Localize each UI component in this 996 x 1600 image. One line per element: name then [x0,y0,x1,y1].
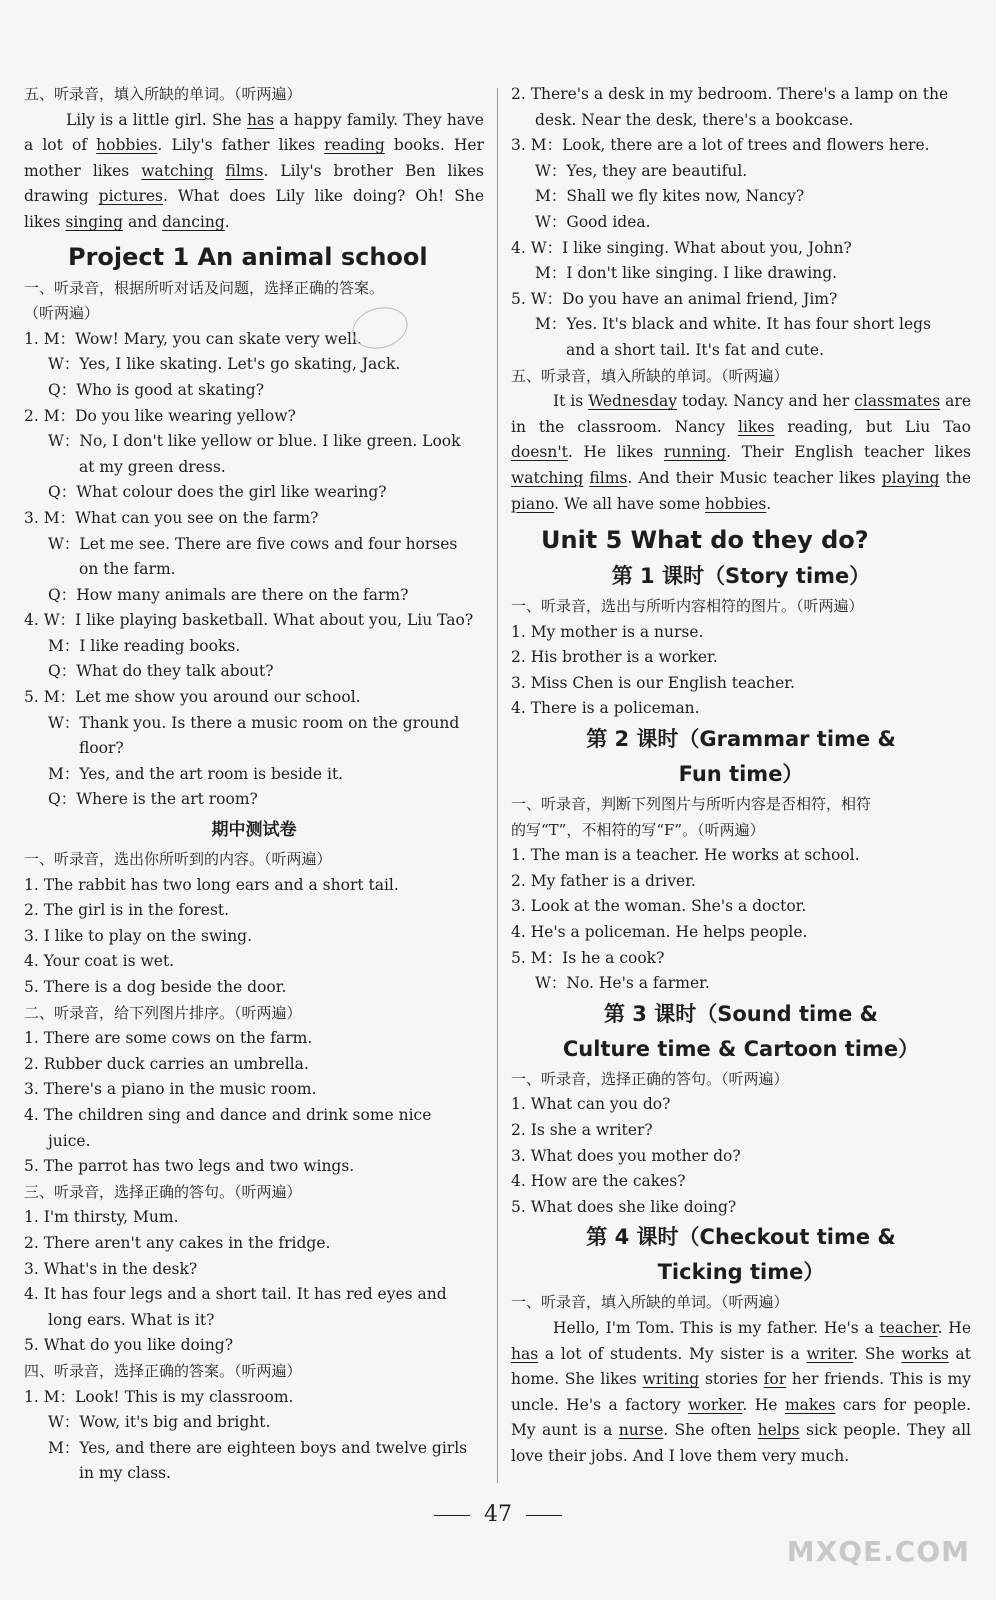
answer-blank: Wednesday [588,392,677,411]
fill-in-paragraph: It is Wednesday today. Nancy and her classmates are in the classroom. Nancy likes reading, but Liu Tao doesn't. He likes running. Their English teacher likes watching films. And their Music teacher likes playing the piano. We all have some hobbies. [511,392,972,513]
answer-blank: worker [688,1395,743,1414]
section-heading: 五、听录音，填入所缺的单词。（听两遍） [511,366,789,385]
section-heading: 一、听录音，选出与所听内容相符的图片。（听两遍） [511,597,864,616]
list-item: 1. The man is a teacher. He works at school. [511,846,860,865]
midterm-title: 期中测试卷 [211,820,297,841]
answer-blank: hobbies [96,136,158,155]
dialog-line: 5. W：Do you have an animal friend, Jim? [511,289,838,308]
dialog-line: 2. There's a desk in my bedroom. There's a lamp on the [511,85,949,103]
list-item: 3. I like to play on the swing. [24,926,253,945]
list-item: 5. There is a dog beside the door. [24,978,287,996]
answer-blank: watching [511,468,584,487]
list-item: 4. The children sing and dance and drink some nice [24,1105,432,1124]
list-item: 1. What can you do? [511,1095,671,1114]
dialog-line: W：Good idea. [535,212,651,231]
section-heading: 一、听录音，判断下列图片与所听内容是否相符，相符 [511,795,872,814]
list-item: 4. It has four legs and a short tail. It has red eyes and [24,1285,447,1304]
dialog-line: Q：How many animals are there on the farm? [48,585,409,604]
dialog-line: W：Let me see. There are five cows and four horses [48,534,458,553]
answer-blank: teacher [879,1318,938,1337]
list-item: 2. Is she a writer? [511,1121,653,1139]
right-column [511,82,971,1470]
left-column [24,82,484,1487]
dialog-line: M：I like reading books. [48,636,241,655]
list-item: 5. The parrot has two legs and two wings. [24,1157,355,1176]
footer-dash [526,1515,562,1516]
unit-title: Unit 5 What do they do? [541,526,869,555]
section-heading-cont: 的写“T”，不相符的写“F”。（听两遍） [511,820,765,839]
footer-dash [434,1515,470,1516]
answer-blank: writing [642,1370,700,1389]
list-item: 2. There aren't any cakes in the fridge. [24,1233,331,1252]
list-item: W：No. He's a farmer. [535,974,710,993]
dialog-line: 1. M：Wow! Mary, you can skate very well. [24,329,362,348]
list-item: 2. Rubber duck carries an umbrella. [24,1054,309,1073]
answer-blank: running [663,443,727,462]
list-item: 3. Look at the woman. She's a doctor. [511,897,807,916]
list-item: 1. There are some cows on the farm. [24,1029,313,1048]
list-item: 3. Miss Chen is our English teacher. [511,673,795,692]
answer-blank: makes [784,1395,836,1414]
lesson-title: 第 2 课时（Grammar time & [586,727,896,752]
fill-in-paragraph: Hello, I'm Tom. This is my father. He's a teacher. He has a lot of students. My sister is a writer. She works at home. She likes writing stories for her friends. This is my uncle. He's a factory worker. He makes cars for people. My aunt is a nurse. She often helps sick people. They all love their jobs. And I love them very much. [511,1318,971,1465]
dialog-line: M：I don't like singing. I like drawing. [535,264,838,283]
section-heading: 四、听录音，选择正确的答案。（听两遍） [24,1361,302,1380]
dialog-line: 2. M：Do you like wearing yellow? [24,406,296,425]
page-footer [0,1502,996,1527]
section-heading: 一、听录音，根据所听对话及问题，选择正确的答案。 [24,278,385,297]
list-item: 3. What's in the desk? [24,1259,198,1278]
lesson-title: 第 4 课时（Checkout time & [586,1225,896,1250]
answer-blank: pictures [98,187,163,206]
dialog-line: and a short tail. It's fat and cute. [566,340,825,359]
answer-blank: dancing [162,212,225,231]
dialog-line: M：Yes, and there are eighteen boys and twelve girls [48,1438,468,1457]
dialog-line: Q：What colour does the girl like wearing? [48,483,387,502]
dialog-line: at my green dress. [79,457,226,476]
answer-blank: doesn't [511,443,568,462]
answer-blank: helps [757,1421,800,1440]
list-item: 4. How are the cakes? [511,1172,686,1191]
dialog-line: on the farm. [79,560,176,579]
answer-blank: nurse [618,1421,664,1440]
dialog-line: in my class. [79,1464,171,1483]
answer-blank: writer [806,1344,854,1363]
answer-blank: has [246,110,275,129]
dialog-line: floor? [79,739,124,758]
answer-blank: watching [141,161,214,180]
dialog-line: W：Yes, they are beautiful. [535,161,748,180]
section-heading: 一、听录音，选择正确的答句。（听两遍） [511,1069,789,1088]
answer-blank: films [589,468,628,487]
dialog-line: W：Thank you. Is there a music room on the ground [48,713,460,732]
answer-blank: singing [65,212,124,231]
section-heading-cont: （听两遍） [24,304,100,323]
watermark: MXQE.COM [786,1535,970,1568]
dialog-line: 3. M：Look, there are a lot of trees and flowers here. [511,136,930,155]
list-item: long ears. What is it? [48,1310,215,1329]
dialog-line: 3. M：What can you see on the farm? [24,508,319,527]
list-item: 5. What does she like doing? [511,1197,737,1216]
page-number: 47 [484,1502,512,1527]
section-heading: 一、听录音，填入所缺的单词。（听两遍） [511,1293,789,1312]
lesson-title-cont: Ticking time） [657,1260,825,1285]
dialog-line: W：Wow, it's big and bright. [48,1413,271,1432]
lesson-title: 第 3 课时（Sound time & [603,1001,878,1026]
list-item: 3. What does you mother do? [511,1146,741,1165]
answer-blank: reading [324,136,385,155]
dialog-line: W：Yes, I like skating. Let's go skating, Jack. [48,355,401,374]
dialog-line: desk. Near the desk, there's a bookcase. [535,110,854,129]
list-item: 2. His brother is a worker. [511,648,718,667]
answer-blank: works [901,1344,949,1363]
lesson-title-cont: Culture time & Cartoon time） [562,1036,920,1061]
list-item: 4. There is a policeman. [511,699,700,718]
answer-blank: likes [737,417,775,436]
lesson-title: 第 1 课时（Story time） [611,564,871,589]
dialog-line: 4. W：I like singing. What about you, John? [511,238,852,257]
list-item: 1. I'm thirsty, Mum. [24,1208,179,1227]
section-heading: 五、听录音，填入所缺的单词。（听两遍） [24,85,302,103]
dialog-line: 5. M：Let me show you around our school. [24,688,361,707]
dialog-line: 1. M：Look! This is my classroom. [24,1387,294,1406]
list-item: 5. What do you like doing? [24,1336,234,1355]
list-item: 2. The girl is in the forest. [24,901,230,920]
list-item: 4. He's a policeman. He helps people. [511,923,808,942]
dialog-line: W：No, I don't like yellow or blue. I like green. Look [48,432,461,451]
fill-in-paragraph: Lily is a little girl. She has a happy family. They have a lot of hobbies. Lily's father likes reading books. Her mother likes watching films. Lily's brother Ben likes drawing pictures. What does Lily like doing? Oh! She likes singing and dancing. [24,110,484,231]
dialog-line: 4. W：I like playing basketball. What about you, Liu Tao? [24,611,474,630]
list-item: 3. There's a piano in the music room. [24,1080,317,1099]
dialog-line: Q：Where is the art room? [48,790,258,809]
answer-blank: hobbies [705,494,767,513]
dialog-line: M：Yes. It's black and white. It has four short legs [535,315,931,334]
section-heading: 一、听录音，选出你所听到的内容。（听两遍） [24,850,332,869]
answer-blank: piano [511,494,555,513]
answer-blank: has [511,1344,539,1363]
project-title: Project 1 An animal school [68,242,428,271]
section-heading: 二、听录音，给下列图片排序。（听两遍） [24,1003,302,1022]
column-divider [497,88,498,1483]
answer-blank: films [225,161,264,180]
list-item: juice. [48,1131,91,1150]
answer-blank: for [763,1370,787,1389]
dialog-line: M：Yes, and the art room is beside it. [48,764,344,783]
list-item: 2. My father is a driver. [511,871,696,890]
list-item: 4. Your coat is wet. [24,952,175,971]
dialog-line: Q：What do they talk about? [48,662,274,681]
answer-blank: playing [881,468,940,487]
list-item: 1. My mother is a nurse. [511,622,704,641]
list-item: 1. The rabbit has two long ears and a short tail. [24,875,399,894]
dialog-line: Q：Who is good at skating? [48,380,265,399]
lesson-title-cont: Fun time） [678,762,804,787]
answer-blank: classmates [854,392,941,411]
section-heading: 三、听录音，选择正确的答句。（听两遍） [24,1182,302,1201]
dialog-line: M：Shall we fly kites now, Nancy? [535,187,805,206]
list-item: 5. M：Is he a cook? [511,948,665,967]
